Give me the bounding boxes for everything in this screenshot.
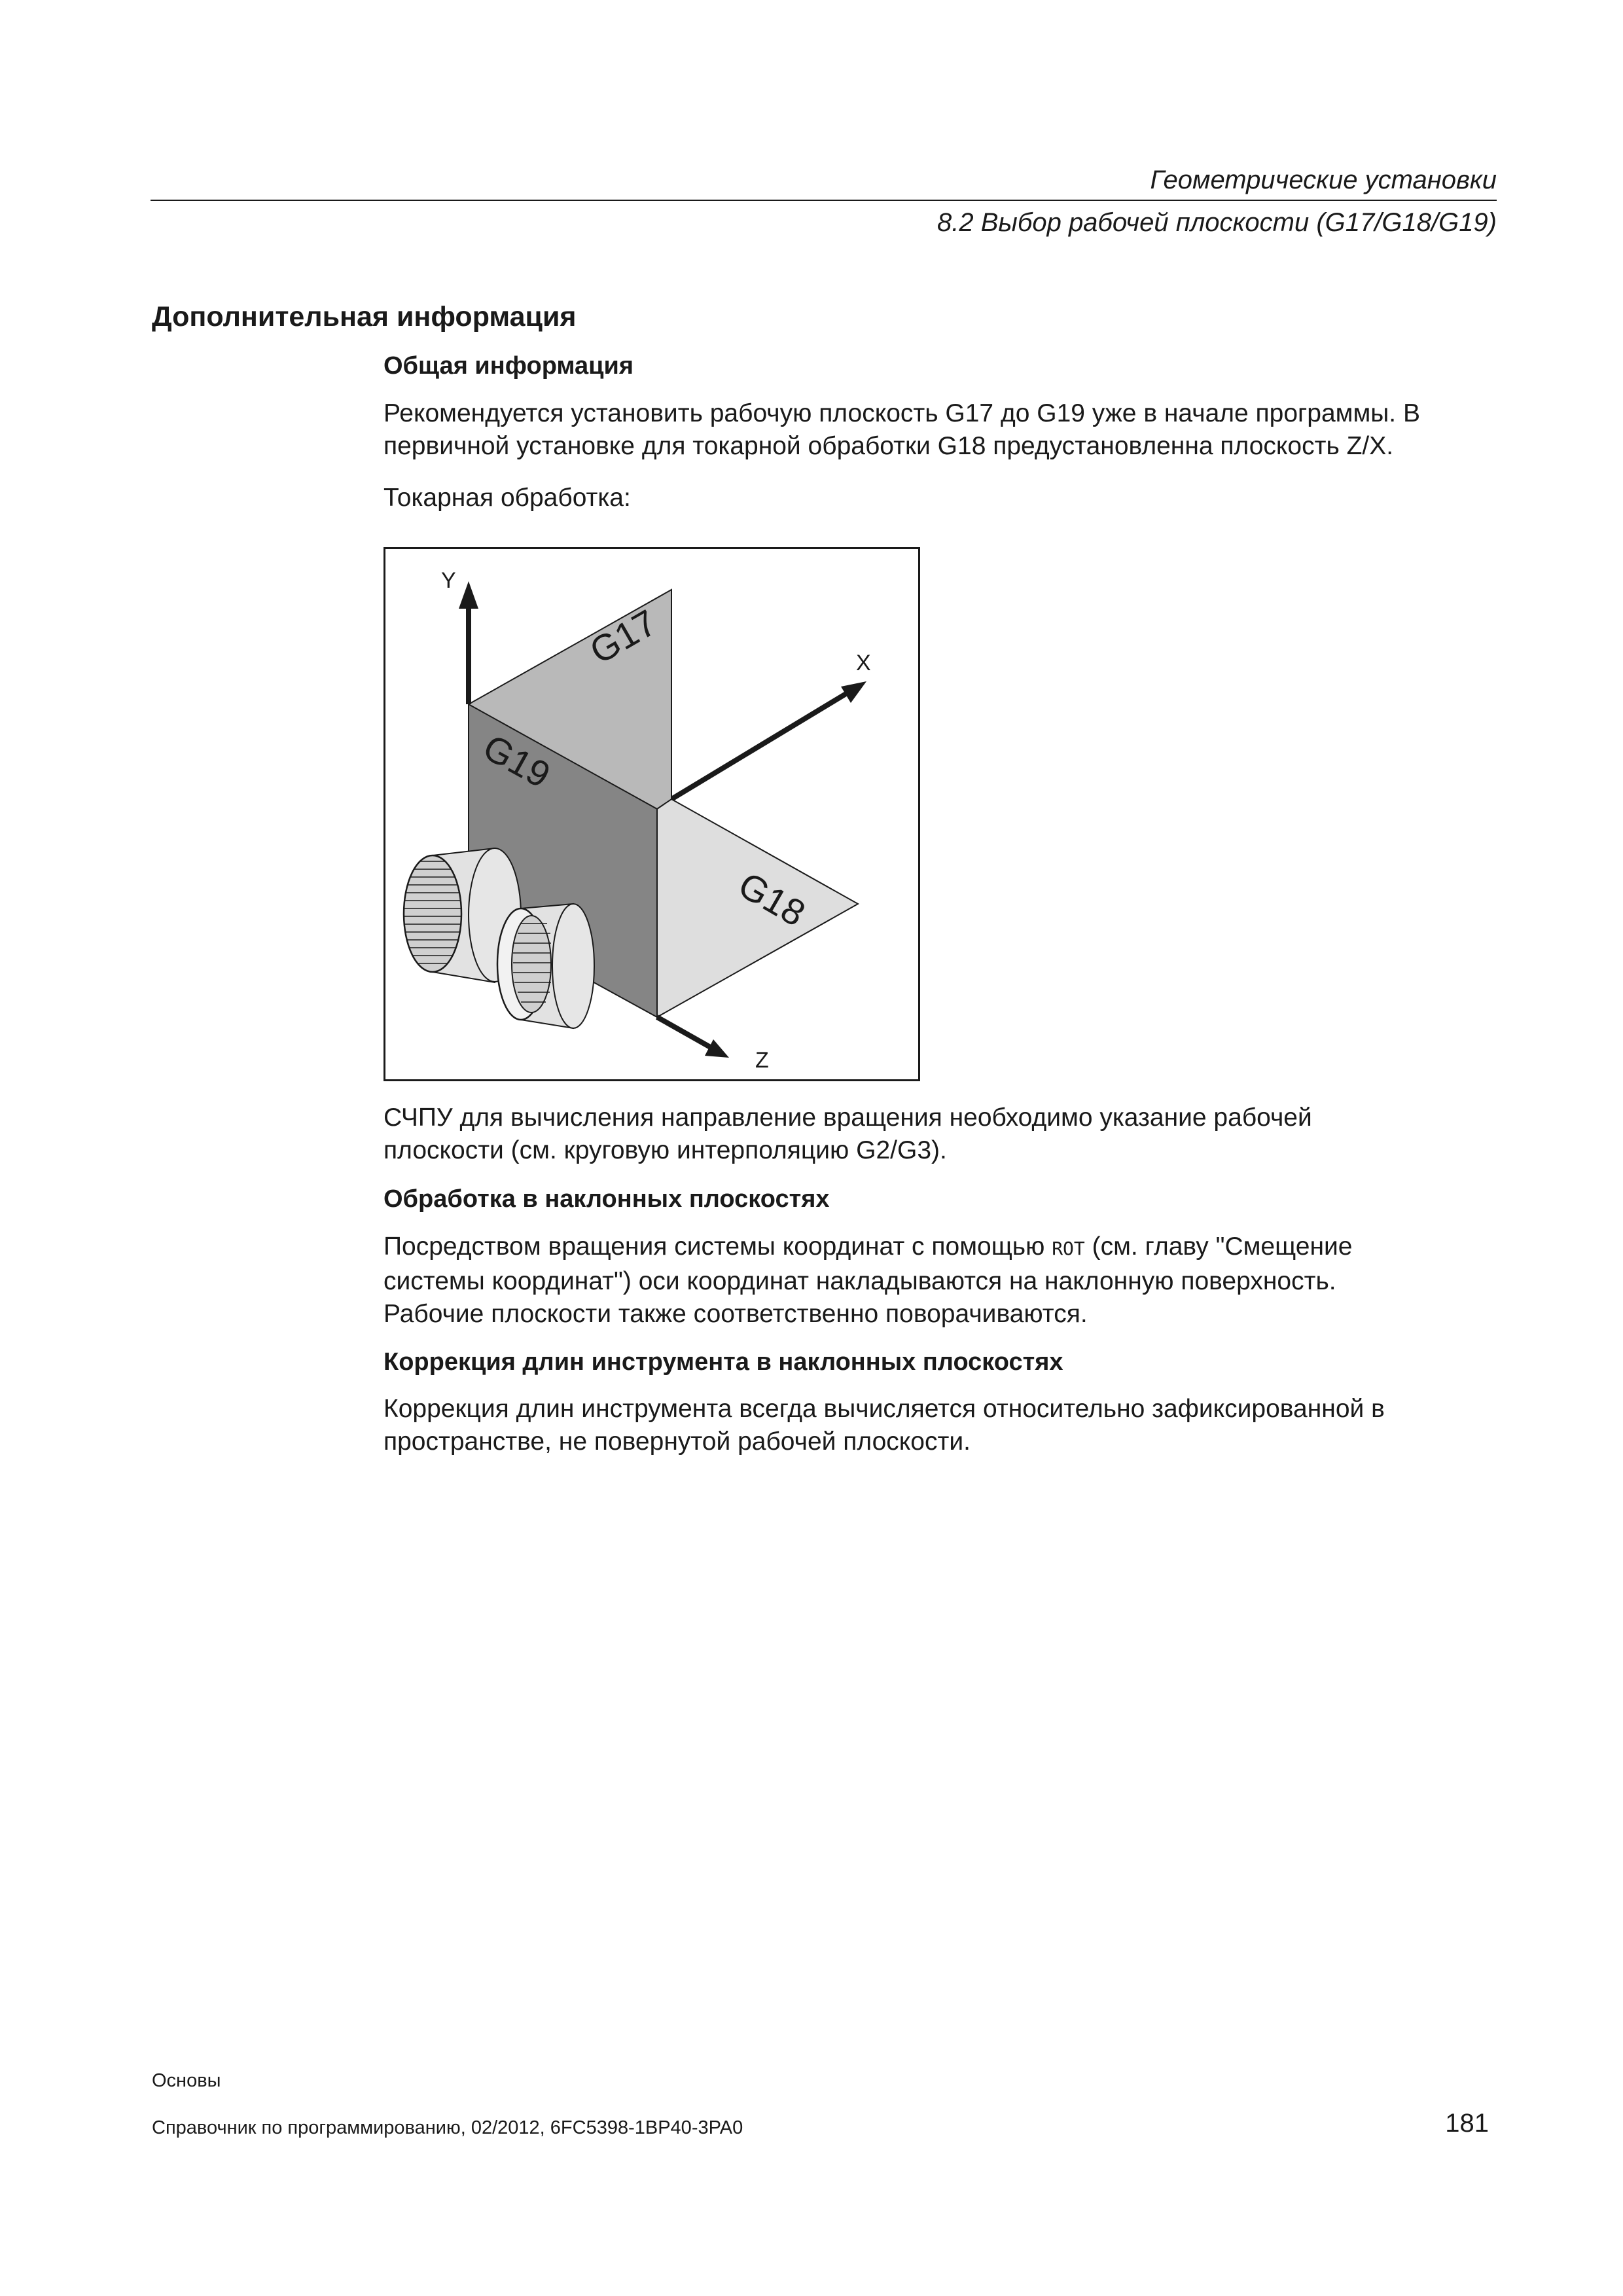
- paragraph-line: Коррекция длин инструмента всегда вычисляется относительно зафиксированной в: [383, 1395, 1385, 1423]
- text-segment: (см. главу "Смещение: [1084, 1232, 1353, 1261]
- general-info-heading: Общая информация: [383, 352, 634, 380]
- running-header-section: 8.2 Выбор рабочей плоскости (G17/G18/G19): [937, 208, 1497, 237]
- footer-document-reference: Справочник по программированию, 02/2012, 6FC5398-1BP40-3PA0: [152, 2117, 743, 2138]
- tool-length-paragraph: [383, 1393, 1496, 1458]
- footer-document-title: Основы: [152, 2070, 221, 2091]
- working-planes-figure: [383, 547, 920, 1081]
- g17-label: G17: [582, 601, 664, 672]
- paragraph-line: СЧПУ для вычисления направление вращения необходимо указание рабочей: [383, 1103, 1312, 1132]
- workpiece-small-cylinder: [497, 904, 594, 1028]
- header-divider: [151, 200, 1497, 201]
- paragraph-line: пространстве, не повернутой рабочей плоскости.: [383, 1427, 971, 1456]
- paragraph-line: Рекомендуется установить рабочую плоскость G17 до G19 уже в начале программы. В: [383, 399, 1420, 427]
- g19-label: G19: [476, 726, 558, 796]
- page-number: 181: [1445, 2109, 1489, 2138]
- turning-label: [383, 482, 1496, 514]
- g18-label: G18: [732, 863, 813, 935]
- working-planes-diagram: [383, 547, 920, 1081]
- main-heading: Дополнительная информация: [152, 301, 577, 332]
- x-axis-label: X: [856, 651, 871, 675]
- y-axis-label: Y: [441, 568, 456, 593]
- paragraph-line: первичной установке для токарной обработки G18 предустановленна плоскость Z/X.: [383, 432, 1394, 460]
- text-segment: Посредством вращения системы координат с помощью: [383, 1232, 1052, 1261]
- paragraph-line: системы координат") оси координат накладываются на наклонную поверхность.: [383, 1267, 1336, 1295]
- paragraph-line: плоскости (см. круговую интерполяцию G2/G3).: [383, 1136, 947, 1164]
- inclined-planes-paragraph: [383, 1230, 1496, 1331]
- tool-length-heading: Коррекция длин инструмента в наклонных плоскостях: [383, 1348, 1063, 1376]
- turning-label-text: Токарная обработка:: [383, 484, 631, 512]
- cnc-paragraph: [383, 1102, 1496, 1167]
- general-info-paragraph: [383, 397, 1496, 463]
- z-axis-label: Z: [755, 1048, 769, 1073]
- rot-command-code: ROT: [1052, 1238, 1085, 1259]
- running-header-chapter: Геометрические установки: [1150, 166, 1497, 194]
- inclined-planes-heading: Обработка в наклонных плоскостях: [383, 1185, 830, 1213]
- paragraph-line: Рабочие плоскости также соответственно поворачиваются.: [383, 1300, 1088, 1328]
- paragraph-line: [383, 1230, 1496, 1265]
